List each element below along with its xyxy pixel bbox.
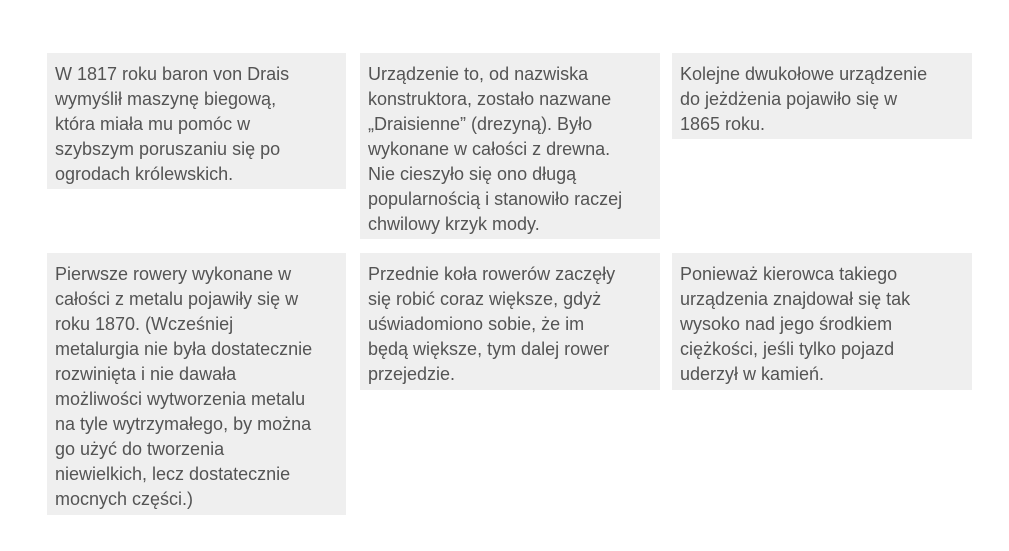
card-text-line: Urządzenie to, od nazwiska	[368, 64, 589, 84]
card-text-line: rozwinięta i nie dawała	[55, 364, 237, 384]
card-text-line: uderzył w kamień.	[680, 364, 825, 384]
text-card-metal-1870[interactable]	[47, 253, 346, 515]
card-text-line: ogrodach królewskich.	[55, 164, 234, 184]
card-text-line: się robić coraz większe, gdyż	[368, 289, 602, 309]
text-card-draisienne[interactable]	[360, 53, 660, 239]
card-text-line: 1865 roku.	[680, 114, 766, 134]
text-card-front-wheels[interactable]	[360, 253, 660, 390]
text-card-drais-1817[interactable]	[47, 53, 346, 189]
card-text-line: niewielkich, lecz dostatecznie	[55, 464, 291, 484]
card-text-line: roku 1870. (Wcześniej	[55, 314, 234, 334]
text-card-1865[interactable]	[672, 53, 972, 139]
card-text-line: chwilowy krzyk mody.	[368, 214, 540, 234]
card-text-line: do jeżdżenia pojawiło się w	[680, 89, 898, 109]
card-text-line: możliwości wytworzenia metalu	[55, 389, 306, 409]
card-text-line: szybszym poruszaniu się po	[55, 139, 281, 159]
card-text-line: go użyć do tworzenia	[55, 439, 225, 459]
card-text-line: na tyle wytrzymałego, by można	[55, 414, 312, 434]
card-text-line: Przednie koła rowerów zaczęły	[368, 264, 616, 284]
card-text-line: konstruktora, zostało nazwane	[368, 89, 612, 109]
card-text-line: urządzenia znajdował się tak	[680, 289, 911, 309]
card-text-line: Pierwsze rowery wykonane w	[55, 264, 292, 284]
card-text-line: ciężkości, jeśli tylko pojazd	[680, 339, 895, 359]
card-text-line: „Draisienne” (drezyną). Było	[368, 114, 593, 134]
card-text-line: będą większe, tym dalej rower	[368, 339, 610, 359]
card-text-line: metalurgia nie była dostatecznie	[55, 339, 313, 359]
card-text-line: wymyślił maszynę biegową,	[55, 89, 277, 109]
text-card-rider-height[interactable]	[672, 253, 972, 390]
card-text-line: przejedzie.	[368, 364, 456, 384]
card-text-line: W 1817 roku baron von Drais	[55, 64, 290, 84]
card-text-line: wykonane w całości z drewna.	[368, 139, 611, 159]
card-text-line: która miała mu pomóc w	[55, 114, 251, 134]
card-text-line: Kolejne dwukołowe urządzenie	[680, 64, 928, 84]
card-text-line: Nie cieszyło się ono długą	[368, 164, 577, 184]
card-text-line: uświadomiono sobie, że im	[368, 314, 585, 334]
card-text-line: Ponieważ kierowca takiego	[680, 264, 898, 284]
card-text-line: całości z metalu pojawiły się w	[55, 289, 299, 309]
card-text-line: wysoko nad jego środkiem	[680, 314, 893, 334]
card-text-line: popularnością i stanowiło raczej	[368, 189, 623, 209]
card-text-line: mocnych części.)	[55, 489, 194, 509]
